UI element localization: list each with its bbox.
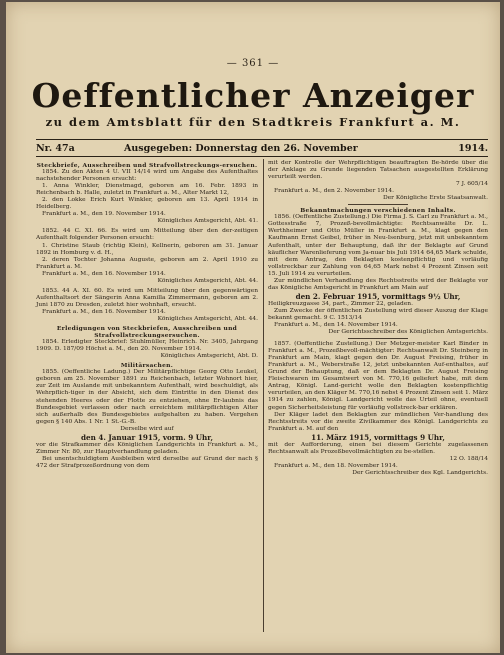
hearing-date: 11. März 1915, vormittags 9 Uhr, [311,432,445,442]
notice-paragraph: mit der Aufforderung, einen bei diesem Gerichte zugelassenen Rechtsanwalt als Prozeßbevollmächtigten zu be-stellen. [268,441,488,455]
notice-paragraph: 2. deren Tochter Johanna Auguste, geboren am 2. April 1910 zu Frankfurt a. M. [36,256,258,270]
notice-signature: Königliches Amtsgericht, Abt. 41. [157,218,258,225]
notice-signature: Der Gerichtsschreiber des Königlichen Amtsgerichts. [328,329,488,336]
notice-paragraph: 1855. (Oeffentliche Ladung.) Der Militärpflichtige Georg Otto Leukel, geboren am 25. November 1891 zu Reichenbach, letzter Wohnort hier, zur Zeit im Auslande mit unbekanntem Aufenthalt, wird beschuldigt, als Wehrpflich-tiger in der Absicht, sich dem Eintritte in den Dienst des stehenden Heeres oder der Flotte zu entziehen, ohne Er-laubnis das Bundesgebiet verlassen oder nach erreichtem militärpflichtigen Alter sich außerhalb des Bundesgebietes aufgehalten zu haben. Vergehen gegen § 140 Abs. 1 Nr. 1 St.-G.-B. [36,369,258,425]
notice-paragraph: 1857. (Oeffentliche Zustellung.) Der Metzger-meister Karl Binder in Frankfurt a. M., Prozeßbevoll-mächtigter: Rechtsanwalt Dr. Steinberg in Frankfurt am Main, klagt gegen den Dr. August Freising, früher in Frankfurt a. M., Weberstraße 12, jetzt unbekannten Auf-enthaltes, auf Grund der Behauptung, daß er dem Beklagten Dr. August Freising Fleischwaren im Gesamtwert von M. 770,16 geliefert habe, mit dem Antrag, Königl. Land-gericht wolle den Beklagten kostenpflichtig verurteilen, an den Kläger M. 770,16 nebst 4 Prozent Zinsen seit 1. März 1914 zu zahlen, Königl. Landgericht wolle das Urteil ohne, eventuell gegen Sicherheitsleistung für vorläufig vollstreck-bar erklären. [268,341,488,411]
notice-paragraph: 1856. (Oeffentliche Zustellung.) Die Firma J. S. Carl zu Frankfurt a. M., Gottesstraße 7, Prozeß-bevollmächtigte: Rechtsanwälte Dr. L. Werthheimer und Otto Müller in Frankfurt a. M., klagt gegen den Kaufmann Ernst Geibel, früher in Neu-Isenburg, jetzt mit unbekanntem Aufenthalt, unter der Behauptung, daß ihr der Beklagte auf Grund käuflicher Warenlieferung vom Ja-nuar bis Juli 1914 64,65 Mark schulde, mit dem Antrag, den Beklagten kostenpflichtig und vorläufig vollstreckbar zur Zahlung von 64,65 Mark nebst 4 Prozent Zinsen seit 15. Juli 1914 zu verurteilen. [268,214,488,277]
notice-paragraph: 1853. 44 A. XI. 60. Es wird um Mitteilung über den gegenwärtigen Aufenthaltsort der Sängerin Anna Kamilla Zimmermann, geboren am 2. Juni 1870 zu Dresden, zuletzt hier wohnhaft, ersucht. [36,287,258,308]
newspaper-page [6,2,500,653]
notice-paragraph: 1854. Erledigter Steckbrief: Stuhlmüller, Heinrich. Nr. 3405, Jahrgang 1909. D. 187/09 Höchst a. M., den 20. November 1914. [36,339,258,353]
issue-number: Nr. 47a [36,143,75,154]
masthead-bottom-rule [36,156,488,157]
notice-date: Frankfurt a. M., den 19. November 1914. [42,211,166,218]
section-heading: Erledigungen von Steckbriefen, Ausschreiben und Strafvollstreckungsersuchen. [56,325,238,340]
notice-date: Frankfurt a. M., den 16. November 1914. [42,270,166,277]
notice-paragraph: Zum Zwecke der öffentlichen Zustellung wird dieser Auszug der Klage bekannt gemacht. 9 C. 1513/14 [268,307,488,321]
notice-paragraph: 1854. Zu den Akten 4 U. VII 14/14 wird um Angabe des Aufenthaltes nachstehender Personen ersucht: [36,169,258,183]
hearing-date: den 4. Januar 1915, vorm. 9 Uhr, [81,432,213,442]
reference-number: 12 O. 188/14 [449,455,488,462]
notice-date: Frankfurt a. M., den 18. November 1914. [274,462,398,469]
section-heading: Militärsachen. [120,362,174,370]
newspaper-title: Oeffentlicher Anzeiger [31,76,475,115]
notice-signature: Königliches Amtsgericht, Abt. 44. [157,315,258,322]
notice-paragraph: 1. Christine Staub (richtig Klein), Kellnerin, geboren am 31. Januar 1892 in Homburg v. d. H., [36,242,258,256]
hearing-date: den 2. Februar 1915, vormittags 9½ Uhr, [295,291,461,301]
notice-signature: Der Gerichtsschreiber des Kgl. Landgerichts. [352,469,488,476]
notice-paragraph: Derselbe wird auf [120,425,174,432]
notice-signature: Der Königliche Erste Staatsanwalt. [382,195,488,202]
section-heading: Steckbriefe, Ausschreiben und Strafvollstreckungs-ersuchen. [36,162,258,169]
notice-signature: Königliches Amtsgericht, Abt. D. [160,353,258,360]
right-column [268,160,488,477]
notice-date: Frankfurt a. M., den 14. November 1914. [274,321,398,328]
notice-paragraph: Der Kläger ladet den Beklagten zur mündlichen Ver-handlung des Rechtsstreits vor die zweite Zivilkammer des Königl. Landgerichts zu Frankfurt a. M. auf den [268,411,488,432]
notice-paragraph: Bei unentschuldigtem Ausbleiben wird derselbe auf Grund der nach § 472 der Strafprozeßordnung von dem [36,455,258,469]
section-heading: Bekanntmachungen verschiedenen Inhalts. [300,207,456,215]
notice-paragraph: mit der Kontrolle der Wehrpflichtigen beauftragten Be-hörde über die der Anklage zu Grunde liegenden Tatsachen ausgestellten Erklärung verurteilt werden. [268,160,488,181]
masthead-top-rule [36,139,488,140]
notice-paragraph: Zur mündlichen Verhandlung des Rechtsstreits wird der Beklagte vor das Königliche Amtsgericht in Frankfurt am Main auf [268,277,488,291]
notice-paragraph: 1852. 44 C. XI. 66. Es wird um Mitteilung über den der-zeitigen Aufenthalt folgender Personen ersucht: [36,228,258,242]
newspaper-subtitle: zu dem Amtsblatt für den Stadtkreis Frankfurt a. M. [45,115,461,129]
notice-paragraph: Heiligkreuzgasse 34, part., Zimmer 22, geladen. [268,300,413,307]
divider [348,338,408,339]
notice-paragraph: 1. Anna Winkler, Dienstmagd, geboren am 16. Febr. 1893 in Reichenbach b. Halle, zuletzt in Frankfurt a. M., Alter Markt 12, [36,183,258,197]
notice-paragraph: vor die Strafkammer des Königlichen Landgerichts in Frankfurt a. M., Zimmer Nr. 80, zur Hauptverhandlung geladen. [36,441,258,455]
divider [348,204,408,205]
issue-year: 1914. [458,143,488,154]
notice-date: Frankfurt a. M., den 16. November 1914. [42,308,166,315]
page-number: — 361 — [226,58,280,69]
notice-date: Frankfurt a. M., den 2. November 1914. [274,188,395,195]
issue-date: Ausgegeben: Donnerstag den 26. November [124,143,358,154]
left-column [36,160,258,470]
notice-signature: Königliches Amtsgericht, Abt. 44. [157,277,258,284]
reference-number: 7 J. 605/14 [456,181,488,188]
notice-paragraph: 2. den Lokke Erich Kurt Winkler, geboren am 13. April 1914 in Heidelberg. [36,197,258,211]
column-separator [263,159,264,632]
